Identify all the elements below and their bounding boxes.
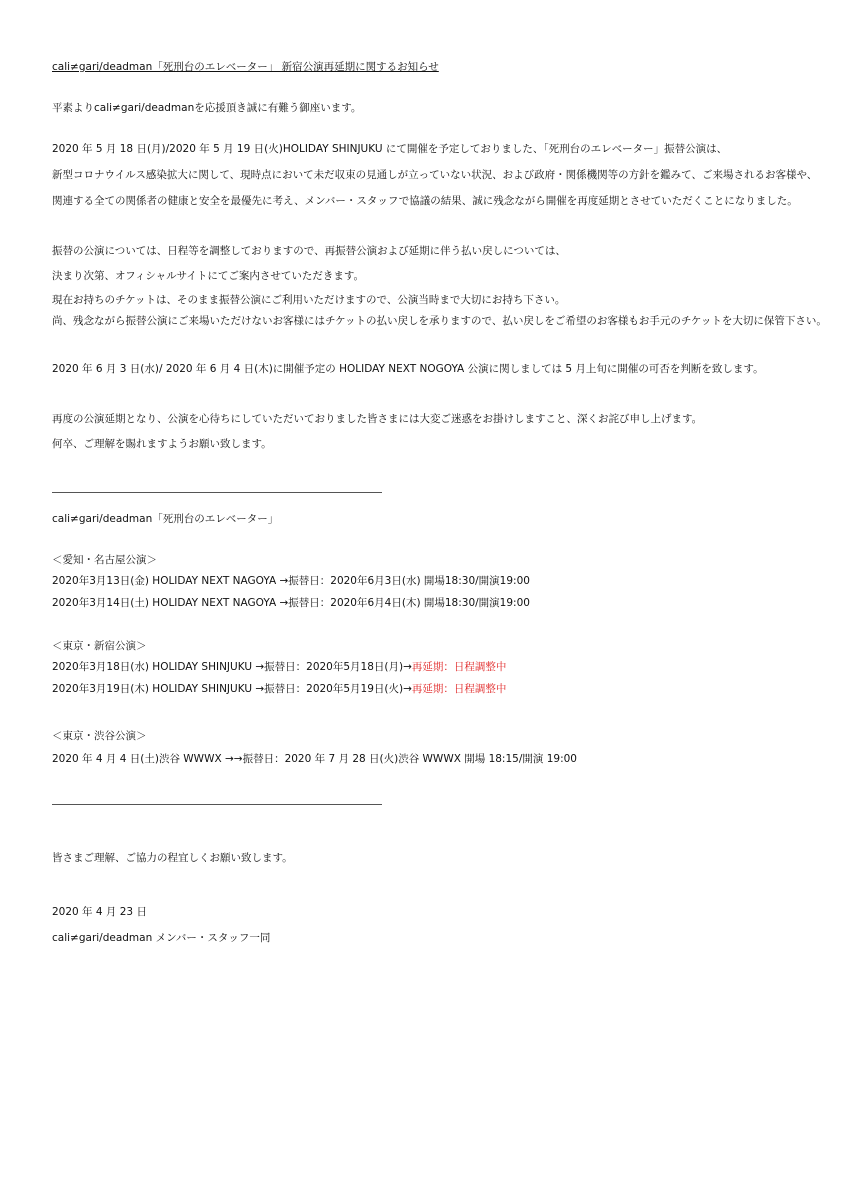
para1-line-1: 2020 年 5 月 18 日(月)/2020 年 5 月 19 日(火)HOLIDAY SHINJUKU にて開催を予定しておりました、「死刑台のエレベーター」振替公演は、	[52, 143, 728, 155]
shinjuku-row-1	[52, 660, 506, 674]
para4-line-1: 再度の公演延期となり、公演を心待ちにしていただいておりました皆さまには大変ご迷惑をお掛けしますこと、深くお詫び申し上げます。	[52, 413, 703, 425]
para3: 2020 年 6 月 3 日(水)/ 2020 年 6 月 4 日(木)に開催予定の HOLIDAY NEXT NOGOYA 公演に関しましては 5 月上旬に開催の可否を判断を致します。	[52, 363, 764, 375]
shinjuku-heading: ＜東京・新宿公演＞	[52, 640, 147, 652]
shibuya-row-1: 2020 年 4 月 4 日(土)渋谷 WWWX →→振替日：2020 年 7 月 28 日(火)渋谷 WWWX 開場 18:15/開演 19:00	[52, 753, 577, 765]
shinjuku-row-2-text: 2020年3月19日(木) HOLIDAY SHINJUKU →振替日：2020年5月19日(火)→	[52, 683, 412, 695]
notice-title: cali≠gari/deadman「死刑台のエレベーター」 新宿公演再延期に関するお知らせ	[52, 61, 439, 73]
closing: 皆さまご理解、ご協力の程宜しくお願い致します。	[52, 852, 293, 864]
separator-bottom	[52, 804, 382, 805]
para1-line-3: 関連する全ての関係者の健康と安全を最優先に考え、メンバー・スタッフで協議の結果、誠に残念ながら開催を再度延期とさせていただくことになりました。	[52, 195, 798, 207]
postponed-status: 再延期：日程調整中	[411, 661, 507, 673]
para4-line-2: 何卒、ご理解を賜れますようお願い致します。	[52, 438, 272, 450]
shibuya-heading: ＜東京・渋谷公演＞	[52, 730, 147, 742]
shinjuku-row-2	[52, 682, 506, 696]
separator-top	[52, 492, 382, 493]
tour-name: cali≠gari/deadman「死刑台のエレベーター」	[52, 513, 279, 525]
para2-line-1: 振替の公演については、日程等を調整しておりますので、再振替公演および延期に伴う払い戻しについては、	[52, 245, 566, 257]
nagoya-heading: ＜愛知・名古屋公演＞	[52, 554, 157, 566]
para1-line-2: 新型コロナウイルス感染拡大に関して、現時点において未だ収束の見通しが立っていない状況、および政府・関係機関等の方針を鑑みて、ご来場されるお客様や、	[52, 169, 818, 181]
para2-line-4: 尚、残念ながら振替公演にご来場いただけないお客様にはチケットの払い戻しを承りますので、払い戻しをご希望のお客様もお手元のチケットを大切に保管下さい。	[52, 315, 827, 327]
nagoya-row-2: 2020年3月14日(土) HOLIDAY NEXT NAGOYA →振替日：2020年6月4日(木) 開場18:30/開演19:00	[52, 597, 530, 609]
postponed-status: 再延期：日程調整中	[411, 683, 507, 695]
shinjuku-row-1-text: 2020年3月18日(水) HOLIDAY SHINJUKU →振替日：2020年5月18日(月)→	[52, 661, 412, 673]
greeting: 平素よりcali≠gari/deadmanを応援頂き誠に有難う御座います。	[52, 102, 362, 114]
nagoya-row-1: 2020年3月13日(金) HOLIDAY NEXT NAGOYA →振替日：2020年6月3日(水) 開場18:30/開演19:00	[52, 575, 530, 587]
para2-line-3: 現在お持ちのチケットは、そのまま振替公演にご利用いただけますので、公演当時まで大切にお持ち下さい。	[52, 294, 566, 306]
para2-line-2: 決まり次第、オフィシャルサイトにてご案内させていただきます。	[52, 270, 365, 282]
signature: cali≠gari/deadman メンバー・スタッフ一同	[52, 932, 271, 944]
notice-date: 2020 年 4 月 23 日	[52, 906, 147, 918]
